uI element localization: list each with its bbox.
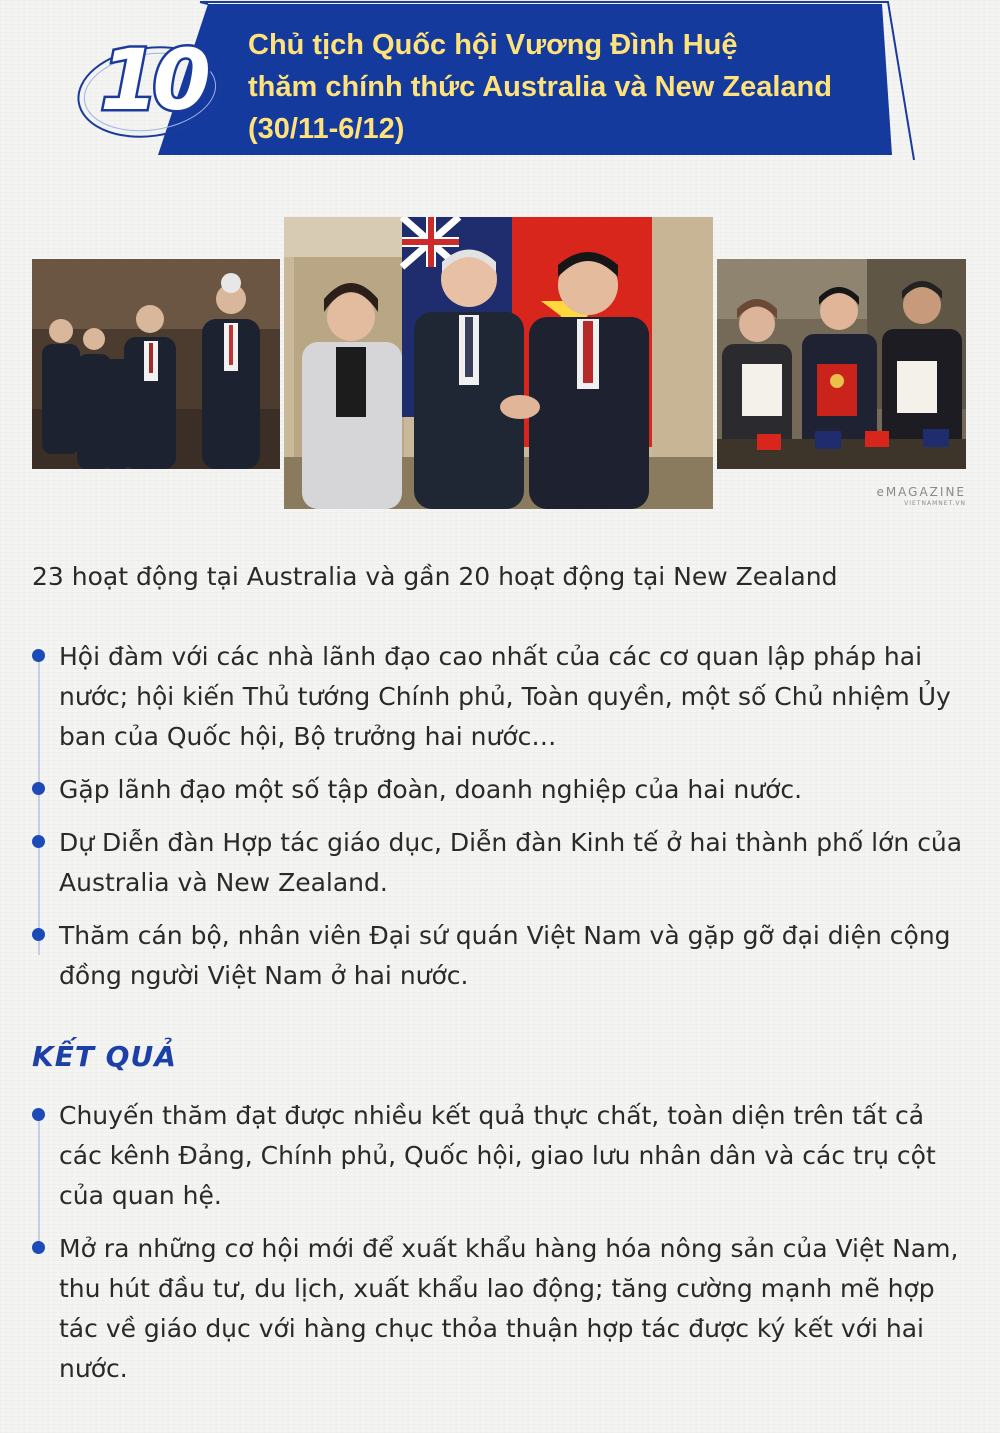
page-title: [248, 24, 888, 150]
list-item-text: Hội đàm với các nhà lãnh đạo cao nhất của các cơ quan lập pháp hai nước; hội kiến Thủ tướng Chính phủ, Toàn quyền, một số Chủ nhiệm Ủy ban của Quốc hội, Bộ trưởng hai nước…: [59, 642, 951, 751]
title-line-2: thăm chính thức Australia và New Zealand: [248, 71, 832, 103]
handshake-with-flags-photo: [284, 217, 713, 509]
list-item: [32, 823, 972, 903]
list-item: [32, 1229, 972, 1389]
item-number: 10: [100, 31, 205, 129]
credit-brand: eMAGAZINE: [876, 485, 966, 499]
bullet-icon: [32, 782, 45, 795]
publication-credit: [836, 485, 966, 507]
results-heading: KẾT QUẢ: [32, 1040, 177, 1073]
list-item: [32, 637, 972, 757]
signing-documents-photo: [717, 259, 966, 469]
results-list: [32, 1096, 972, 1402]
list-item-text: Thăm cán bộ, nhân viên Đại sứ quán Việt Nam và gặp gỡ đại diện cộng đồng người Việt Nam ở hai nước.: [59, 921, 951, 990]
list-item-text: Chuyến thăm đạt được nhiều kết quả thực chất, toàn diện trên tất cả các kênh Đảng, Chính phủ, Quốc hội, giao lưu nhân dân và các trụ cột của quan hệ.: [59, 1101, 936, 1210]
list-item-text: Gặp lãnh đạo một số tập đoàn, doanh nghiệp của hai nước.: [59, 775, 803, 804]
list-item: [32, 1096, 972, 1216]
title-line-3: (30/11-6/12): [248, 113, 405, 145]
bullet-icon: [32, 835, 45, 848]
delegation-walking-photo: [32, 259, 280, 469]
header-banner: [0, 0, 1000, 175]
intro-text: 23 hoạt động tại Australia và gần 20 hoạt động tại New Zealand: [32, 562, 838, 591]
bullet-icon: [32, 649, 45, 662]
credit-site: VIETNAMNET.VN: [904, 500, 966, 507]
bullet-icon: [32, 1108, 45, 1121]
list-item: [32, 916, 972, 996]
list-item: [32, 770, 972, 810]
title-line-1: Chủ tịch Quốc hội Vương Đình Huệ: [248, 29, 738, 61]
activities-list: [32, 637, 972, 1009]
bullet-icon: [32, 928, 45, 941]
list-item-text: Dự Diễn đàn Hợp tác giáo dục, Diễn đàn Kinh tế ở hai thành phố lớn của Australia và New Zealand.: [59, 828, 963, 897]
list-item-text: Mở ra những cơ hội mới để xuất khẩu hàng hóa nông sản của Việt Nam, thu hút đầu tư, du lịch, xuất khẩu lao động; tăng cường mạnh mẽ hợp tác về giáo dục với hàng chục thỏa thuận hợp tác được ký kết với hai nước.: [59, 1234, 959, 1383]
bullet-icon: [32, 1241, 45, 1254]
